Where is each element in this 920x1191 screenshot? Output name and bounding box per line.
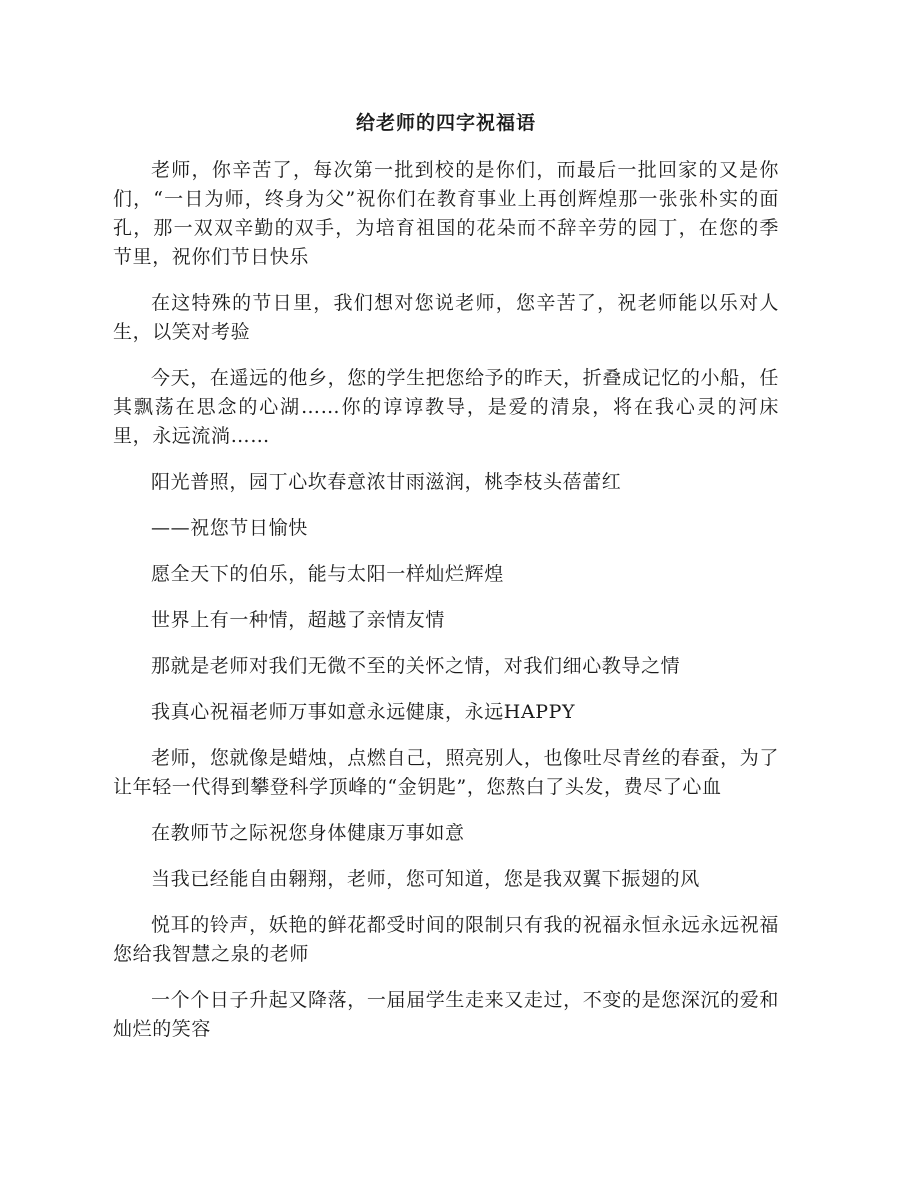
paragraph-3: 今天，在遥远的他乡，您的学生把您给予的昨天，折叠成记忆的小船，任其飘荡在思念的心湖……你的谆谆教导，是爱的清泉，将在我心灵的河床里，永远流淌…… [113,367,779,447]
document-title: 给老师的四字祝福语 [355,112,536,134]
paragraph-13: 悦耳的铃声，妖艳的鲜花都受时间的限制只有我的祝福永恒永远永远祝福您给我智慧之泉的老师 [113,914,779,965]
paragraph-10: 老师，您就像是蜡烛，点燃自己，照亮别人，也像吐尽青丝的春蚕，为了让年轻一代得到攀登科学顶峰的“金钥匙”，您熬白了头发，费尽了心血 [113,747,779,798]
paragraph-7: 世界上有一种情，超越了亲情友情 [151,609,446,631]
paragraph-8: 那就是老师对我们无微不至的关怀之情，对我们细心教导之情 [151,655,681,677]
paragraph-9: 我真心祝福老师万事如意永远健康，永远HAPPY [151,701,576,723]
document-page [113,108,779,1061]
paragraph-1: 老师，你辛苦了，每次第一批到校的是你们，而最后一批回家的又是你们，“一日为师，终身为父”祝你们在教育事业上再创辉煌那一张张朴实的面孔，那一双双辛勤的双手，为培育祖国的花朵而不辞辛劳的园丁，在您的季节里，祝你们节日快乐 [113,159,779,268]
paragraph-11: 在教师节之际祝您身体健康万事如意 [151,822,465,844]
paragraph-6: 愿全天下的伯乐，能与太阳一样灿烂辉煌 [151,563,504,585]
paragraph-2: 在这特殊的节日里，我们想对您说老师，您辛苦了，祝老师能以乐对人生，以笑对考验 [113,292,779,343]
paragraph-12: 当我已经能自由翱翔，老师，您可知道，您是我双翼下振翅的风 [151,868,700,890]
paragraph-14: 一个个日子升起又降落，一届届学生走来又走过，不变的是您深沉的爱和灿烂的笑容 [113,989,779,1040]
paragraph-5: ——祝您节日愉快 [151,517,308,539]
paragraph-4: 阳光普照，园丁心坎春意浓甘雨滋润，桃李枝头蓓蕾红 [151,471,622,493]
